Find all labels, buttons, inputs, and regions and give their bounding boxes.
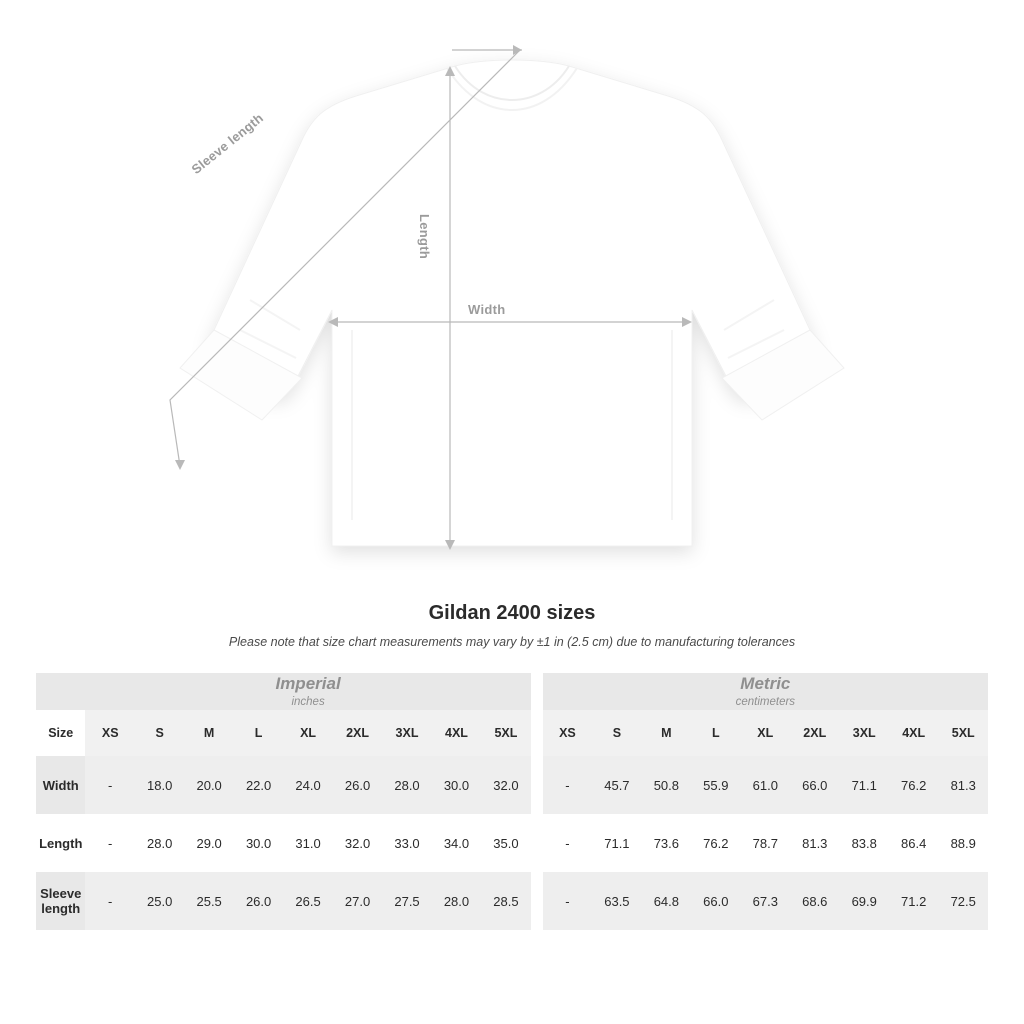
measurement-cell: 66.0 [790, 756, 839, 814]
unit-group-sublabel: inches [291, 696, 325, 709]
page-title: Gildan 2400 sizes [428, 602, 596, 624]
size-header-5xl: 5XL [481, 710, 530, 756]
size-header-3xl: 3XL [382, 710, 431, 756]
size-header-4xl: 4XL [432, 710, 481, 756]
measurement-cell: 66.0 [691, 872, 740, 930]
sleeve-length-dimension-label: Sleeve length [188, 110, 267, 177]
length-dimension-label: Length [417, 214, 432, 260]
measurement-cell: 55.9 [691, 756, 740, 814]
size-table-wrapper [36, 673, 988, 930]
measurement-cell: 88.9 [938, 814, 988, 872]
measurement-cell: 18.0 [135, 756, 184, 814]
measurement-cell: 71.2 [889, 872, 938, 930]
size-header-label: Size [36, 710, 85, 756]
measurement-cell: 81.3 [790, 814, 839, 872]
measurement-cell: 22.0 [234, 756, 283, 814]
measurement-cell: 86.4 [889, 814, 938, 872]
measurement-cell: 27.5 [382, 872, 431, 930]
measurement-cell: 69.9 [840, 872, 889, 930]
size-header-4xl: 4XL [889, 710, 938, 756]
measurement-cell: 34.0 [432, 814, 481, 872]
measurement-cell: 20.0 [184, 756, 233, 814]
measurement-cell: - [543, 756, 592, 814]
measurement-cell: 33.0 [382, 814, 431, 872]
unit-group-spacer [531, 673, 543, 710]
measurement-cell: 32.0 [481, 756, 530, 814]
measurement-cell: 50.8 [642, 756, 691, 814]
measurement-cell: 78.7 [741, 814, 790, 872]
row-label: Width [36, 756, 85, 814]
measurement-cell: 29.0 [184, 814, 233, 872]
size-header-2xl: 2XL [790, 710, 839, 756]
measurement-cell: 76.2 [691, 814, 740, 872]
measurement-cell: 83.8 [840, 814, 889, 872]
table-row [36, 756, 988, 814]
size-header-l: L [691, 710, 740, 756]
size-header-l: L [234, 710, 283, 756]
header-gap [531, 710, 543, 756]
row-gap [531, 814, 543, 872]
measurement-cell: 30.0 [234, 814, 283, 872]
measurement-cell: 45.7 [592, 756, 641, 814]
measurement-cell: 81.3 [938, 756, 988, 814]
measurement-cell: 68.6 [790, 872, 839, 930]
title-block [0, 602, 1024, 649]
size-header-xs: XS [85, 710, 134, 756]
measurement-cell: 64.8 [642, 872, 691, 930]
measurement-cell: 71.1 [840, 756, 889, 814]
measurement-cell: - [543, 814, 592, 872]
measurement-cell: 61.0 [741, 756, 790, 814]
size-header-5xl: 5XL [938, 710, 988, 756]
unit-group-name: Imperial [275, 674, 341, 693]
row-gap [531, 756, 543, 814]
measurement-cell: 26.0 [333, 756, 382, 814]
measurement-cell: - [85, 756, 134, 814]
size-header-m: M [184, 710, 233, 756]
measurement-cell: 72.5 [938, 872, 988, 930]
size-header-2xl: 2XL [333, 710, 382, 756]
measurement-cell: 30.0 [432, 756, 481, 814]
size-table [36, 673, 988, 930]
size-header-3xl: 3XL [840, 710, 889, 756]
measurement-cell: 28.5 [481, 872, 530, 930]
size-header-s: S [592, 710, 641, 756]
unit-group-corner [36, 673, 85, 710]
measurement-cell: 26.0 [234, 872, 283, 930]
unit-group-name: Metric [740, 674, 791, 693]
row-label: Sleeve length [36, 872, 85, 930]
table-row [36, 814, 988, 872]
size-header-row [36, 710, 988, 756]
measurement-cell: 28.0 [432, 872, 481, 930]
size-header-s: S [135, 710, 184, 756]
measurement-cell: 67.3 [741, 872, 790, 930]
measurement-cell: - [543, 872, 592, 930]
measurement-cell: 28.0 [135, 814, 184, 872]
table-row [36, 872, 988, 930]
size-header-xs: XS [543, 710, 592, 756]
measurement-cell: 25.0 [135, 872, 184, 930]
measurement-cell: 31.0 [283, 814, 332, 872]
measurement-cell: 24.0 [283, 756, 332, 814]
unit-group-header-imperial [85, 673, 530, 710]
unit-group-header-metric [543, 673, 988, 710]
measurement-cell: 71.1 [592, 814, 641, 872]
width-dimension-label: Width [468, 302, 506, 317]
measurement-cell: - [85, 872, 134, 930]
unit-group-sublabel: centimeters [735, 696, 796, 709]
unit-group-row [36, 673, 988, 710]
measurement-cell: 73.6 [642, 814, 691, 872]
measurement-cell: 25.5 [184, 872, 233, 930]
row-gap [531, 872, 543, 930]
measurement-cell: 27.0 [333, 872, 382, 930]
measurement-cell: 28.0 [382, 756, 431, 814]
measurement-cell: 76.2 [889, 756, 938, 814]
measurement-cell: 35.0 [481, 814, 530, 872]
measurement-cell: 26.5 [283, 872, 332, 930]
measurement-cell: 63.5 [592, 872, 641, 930]
size-header-xl: XL [283, 710, 332, 756]
size-header-m: M [642, 710, 691, 756]
tolerance-note: Please note that size chart measurements may vary by ±1 in (2.5 cm) due to manufacturing tolerances [228, 635, 796, 649]
measurement-cell: 32.0 [333, 814, 382, 872]
row-label: Length [36, 814, 85, 872]
measurement-cell: - [85, 814, 134, 872]
size-header-xl: XL [741, 710, 790, 756]
